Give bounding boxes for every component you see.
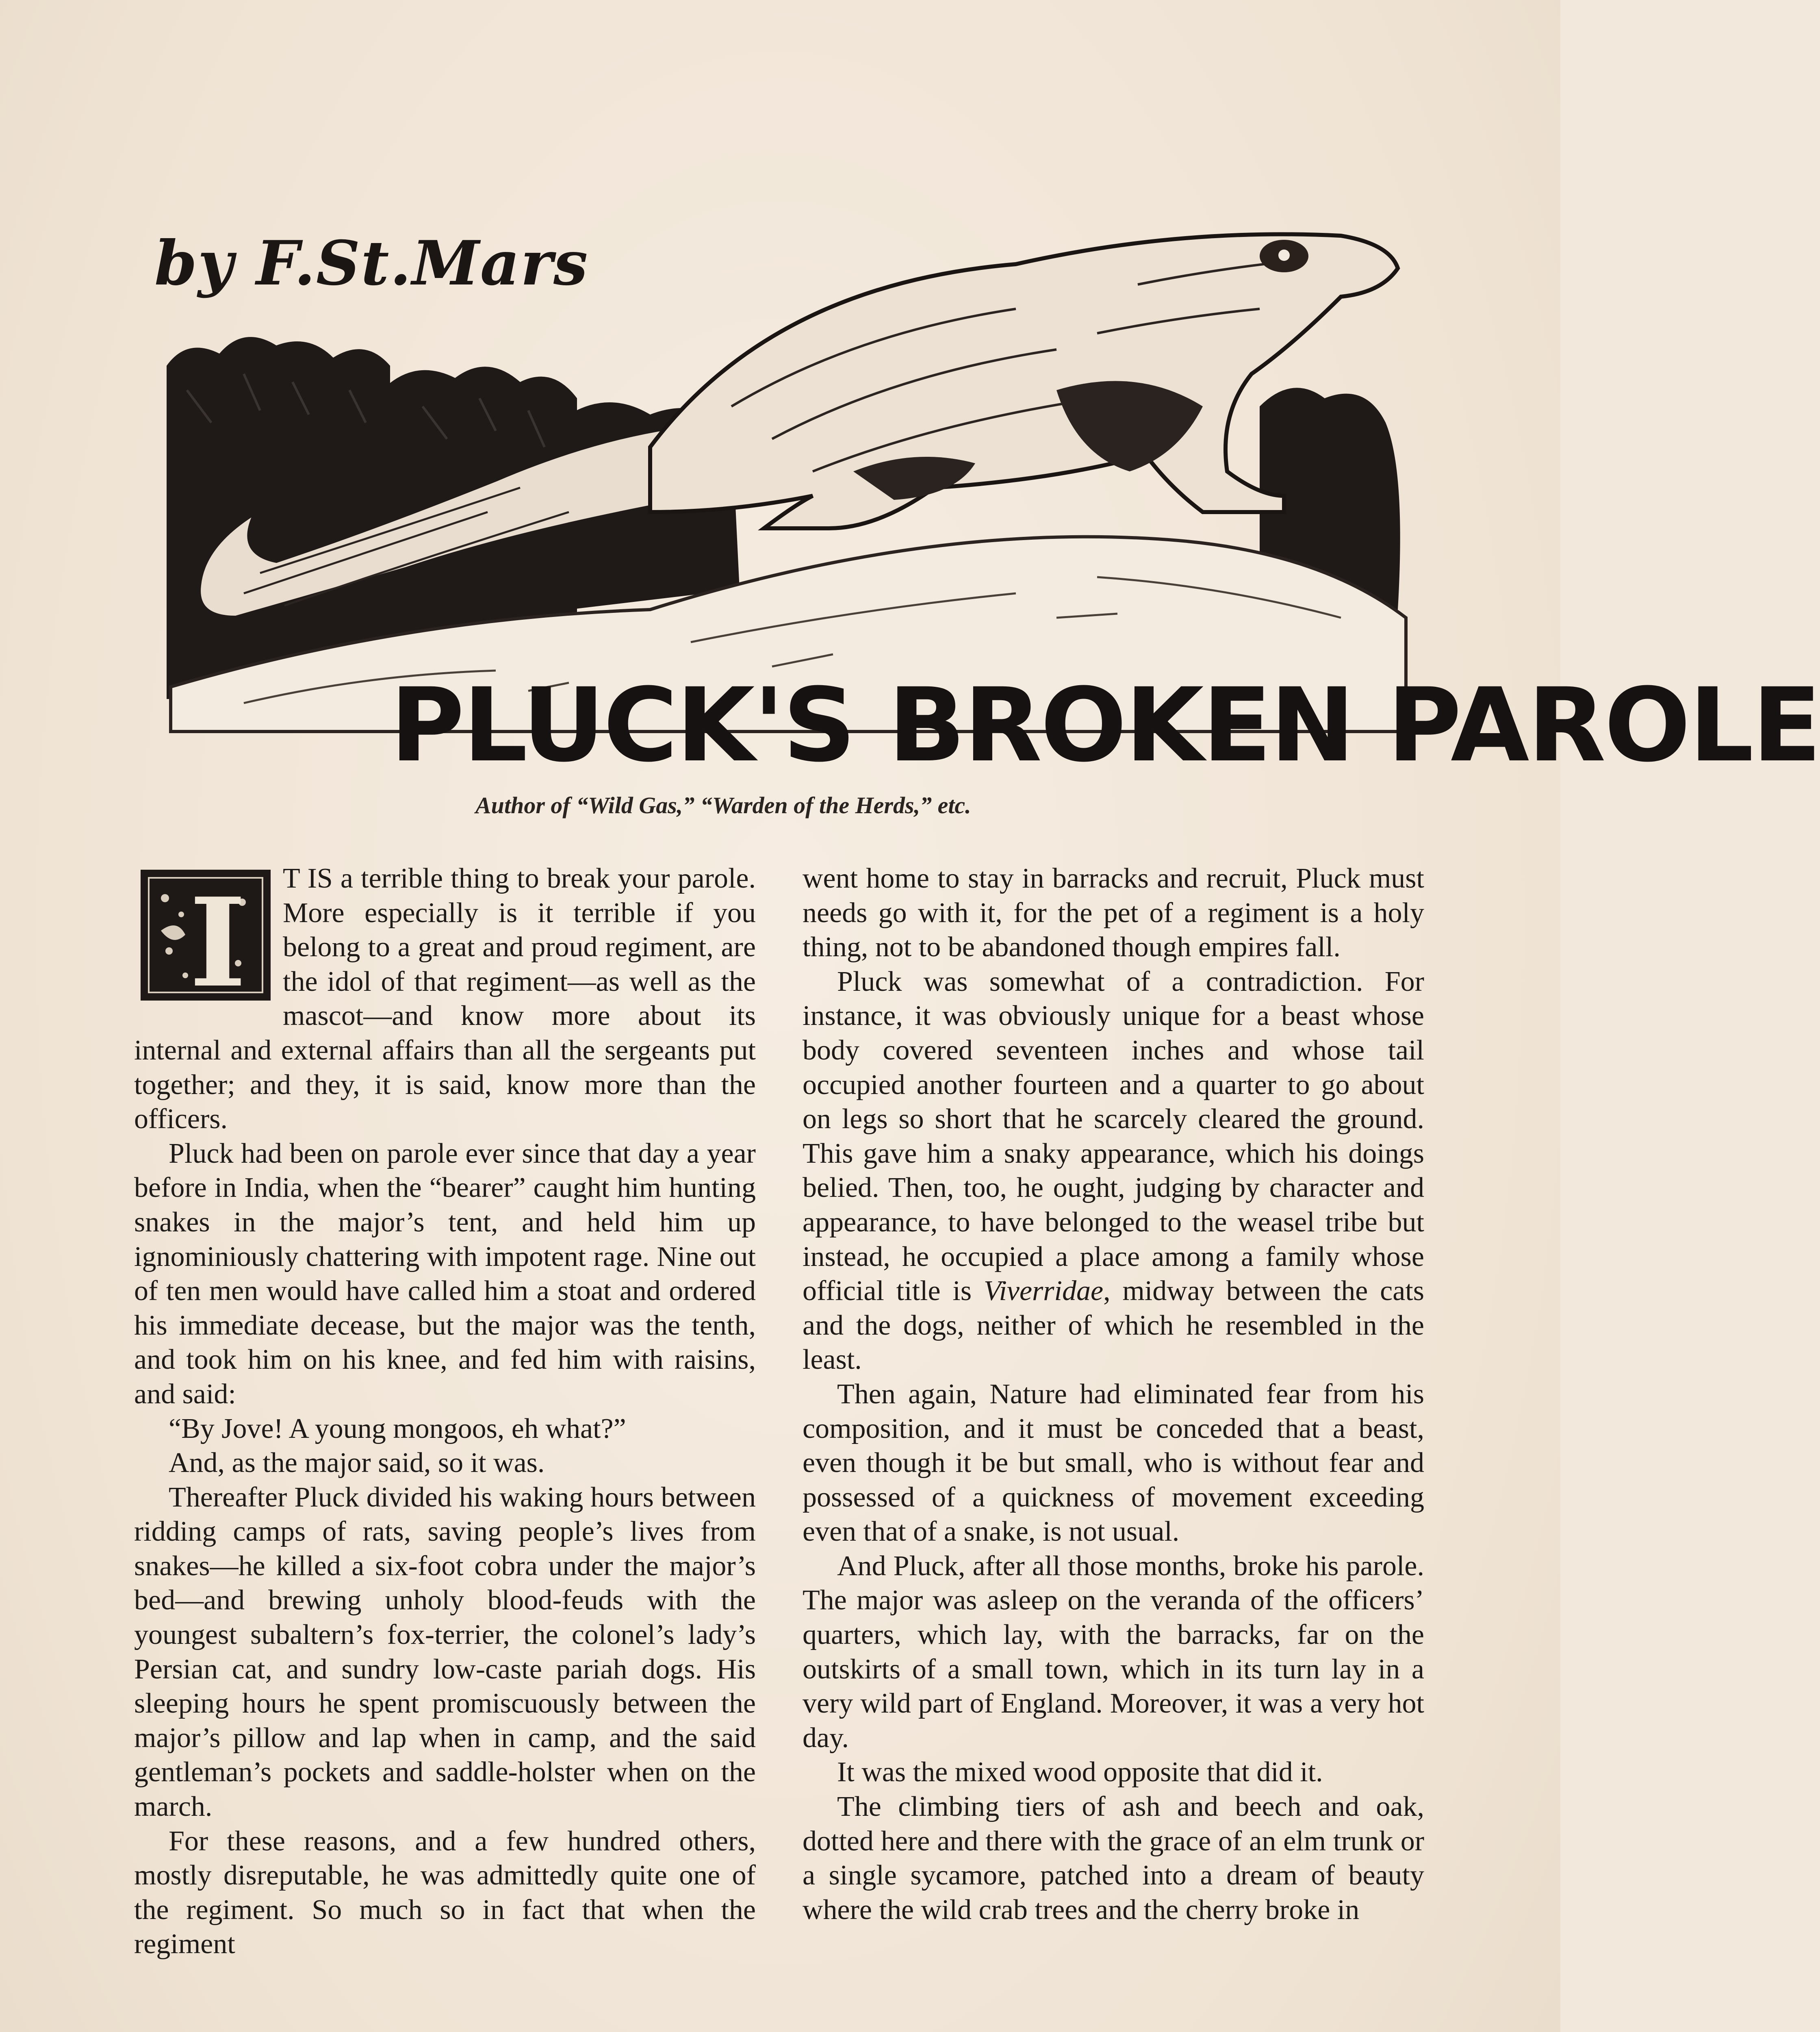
paragraph: went home to stay in barracks and recruit, Pluck must needs go with it, for the pet of a regiment is a holy thing, not to be abandoned though empires fall. xyxy=(803,863,1424,963)
paragraph: For these reasons, and a few hundred others, mostly disreputable, he was admittedly quite one of the regiment. So much so in fact that when the regiment xyxy=(134,1825,756,1960)
author-byline: by F.St.Mars xyxy=(154,228,589,299)
paragraph: It was the mixed wood opposite that did it. xyxy=(837,1756,1323,1788)
paragraph: The climbing tiers of ash and beech and oak, dotted here and there with the grace of an elm trunk or a single sycamore, patched into a dream of beauty where the wild crab trees and the cherry broke in xyxy=(803,1791,1424,1926)
mongoose-illustration xyxy=(163,163,1414,732)
italic-term: Viverridae xyxy=(983,1275,1104,1307)
paragraph: Thereafter Pluck divided his waking hours between ridding camps of rats, saving people’s lives from snakes—he killed a six-foot cobra under the major’s bed—and brewing unholy blood-feuds with the youngest subaltern’s fox-terrier, the colonel’s lady’s Persian cat, and sundry low-caste pariah dogs. His sleeping hours he spent promiscuously between the major’s pillow and lap when in camp, and the said gentleman’s pockets and saddle-holster when on the march. xyxy=(134,1481,756,1823)
illuminated-dropcap xyxy=(141,870,271,1014)
paragraph: “By Jove! A young mongoos, eh what?” xyxy=(169,1413,626,1444)
paragraph: T IS a terrible thing to break your parole. More especially is it terrible if you belong to a great and proud regiment, are the idol of that regiment—as well as the mascot—and know more about its internal and external affairs than all the sergeants put together; and they, it is said, know more than the officers. xyxy=(134,863,756,1135)
paragraph: Pluck had been on parole ever since that day a year before in India, when the “bearer” caught him hunting snakes in the major’s tent, and held him up ignominiously chattering with impotent rage. Nine out of ten men would have called him a stoat and ordered his immediate decease, but the major was the tenth, and took him on his knee, and fed him with raisins, and said: xyxy=(134,1138,756,1410)
dropcap-ornament-icon xyxy=(141,870,271,1014)
article-title: PLUCK'S BROKEN PAROLE xyxy=(390,666,1820,784)
right-text-column xyxy=(803,862,1424,1927)
paragraph: Then again, Nature had eliminated fear from his composition, and it must be conceded that a beast, even though it be but small, who is without fear and possessed of a quickness of movement exceeding even that of a snake, is not usual. xyxy=(803,1378,1424,1548)
left-text-column xyxy=(134,862,756,1962)
paragraph: And Pluck, after all those months, broke his parole. The major was asleep on the veranda of the officers’ quarters, which lay, with the barracks, far on the outskirts of a small town, which in its turn lay in a very wild part of England. Moreover, it was a very hot day. xyxy=(803,1550,1424,1754)
svg-text:I: I xyxy=(189,871,247,1014)
article-subtitle: Author of “Wild Gas,” “Warden of the Herds,” etc. xyxy=(475,792,971,818)
paragraph: Pluck was somewhat of a contradiction. For instance, it was obviously unique for a beast whose body covered seventeen inches and whose tail occupied another fourteen and a quarter to go about on legs so short that he scarcely cleared the ground. This gave him a snaky appearance, which his doings belied. Then, too, he ought, judging by character and appearance, to have belonged to the weasel tribe but instead, he occupied a place among a family whose official title is Viverridae, midway between the cats and the dogs, neither of which he resembled in the least. xyxy=(803,966,1424,1376)
paragraph: And, as the major said, so it was. xyxy=(169,1447,545,1479)
